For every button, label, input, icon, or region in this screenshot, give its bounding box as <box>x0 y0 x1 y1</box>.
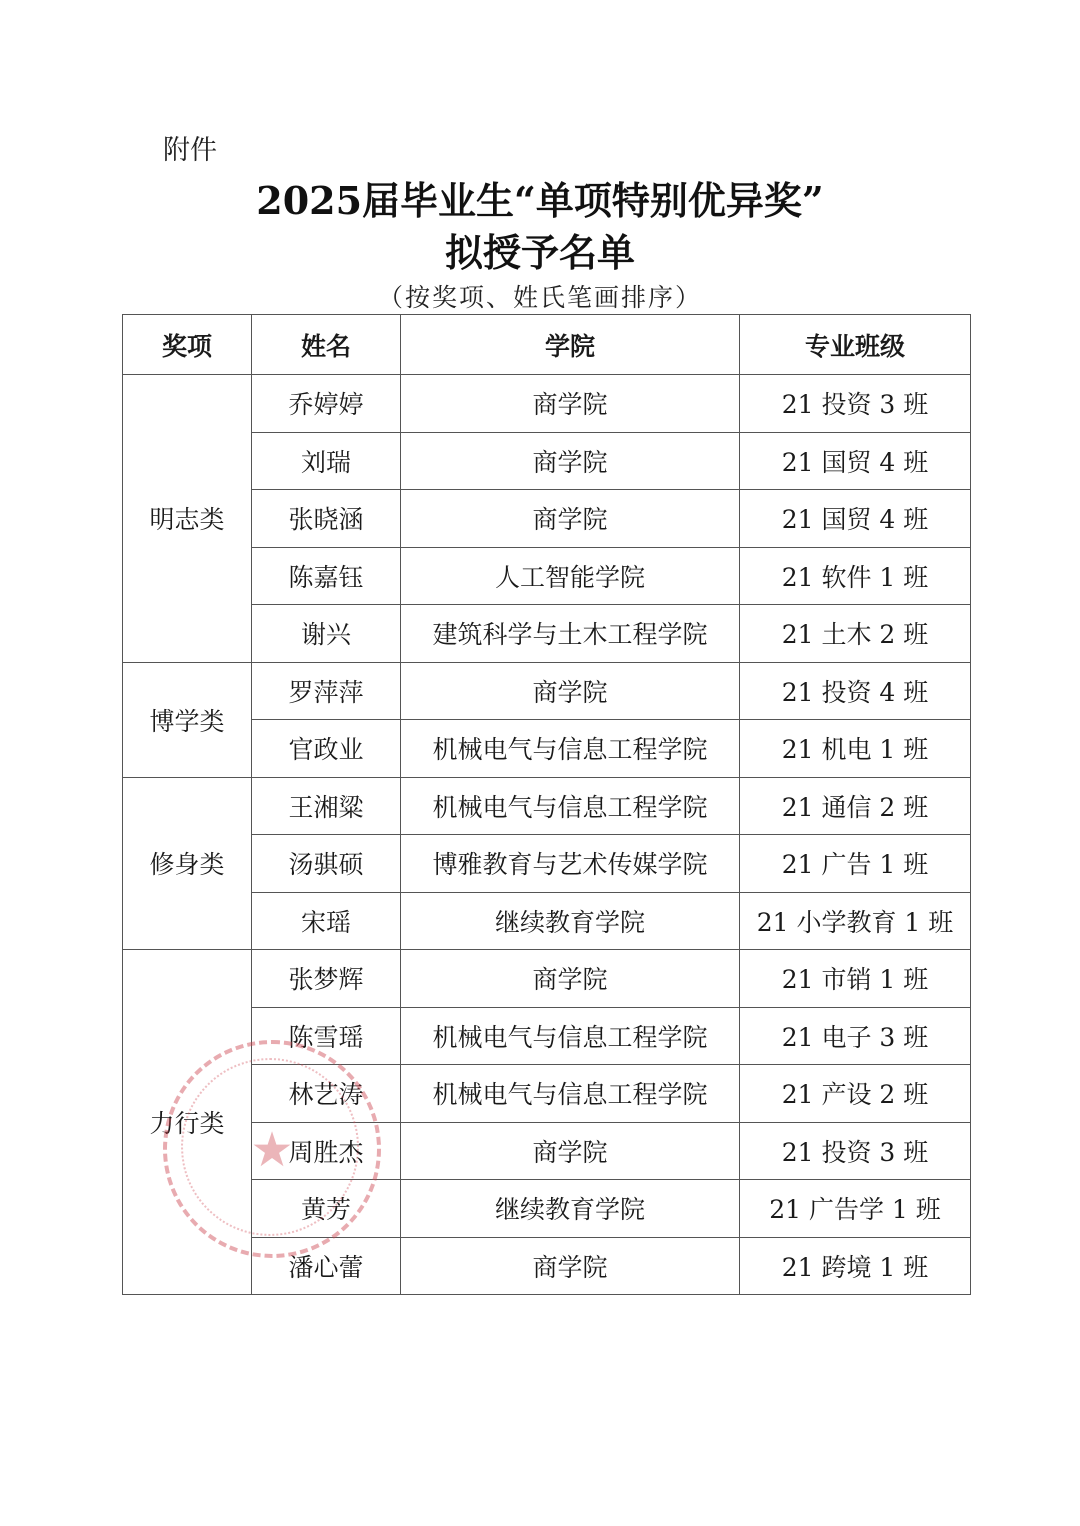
student-name-cell: 陈雪瑶 <box>252 1007 401 1065</box>
class-cell: 21 市销 1 班 <box>740 950 971 1008</box>
student-name-cell: 罗萍萍 <box>252 662 401 720</box>
class-cell: 21 投资 3 班 <box>740 375 971 433</box>
student-name-cell: 乔婷婷 <box>252 375 401 433</box>
document-title-line-1: 2025届毕业生“单项特别优异奖” <box>256 178 824 223</box>
award-category-cell: 明志类 <box>123 375 252 663</box>
class-cell: 21 软件 1 班 <box>740 547 971 605</box>
student-name-cell: 官政业 <box>252 720 401 778</box>
student-name-cell: 陈嘉钰 <box>252 547 401 605</box>
award-category-cell: 修身类 <box>123 777 252 950</box>
college-cell: 继续教育学院 <box>401 1180 740 1238</box>
college-cell: 商学院 <box>401 950 740 1008</box>
student-name-cell: 张梦辉 <box>252 950 401 1008</box>
student-name-cell: 王湘粱 <box>252 777 401 835</box>
table-header-row <box>123 315 971 375</box>
document-subtitle: （按奖项、姓氏笔画排序） <box>377 283 702 312</box>
college-cell: 继续教育学院 <box>401 892 740 950</box>
class-cell: 21 土木 2 班 <box>740 605 971 663</box>
header-name: 姓名 <box>252 315 401 375</box>
award-category-cell: 力行类 <box>123 950 252 1295</box>
table-row <box>123 777 971 835</box>
class-cell: 21 通信 2 班 <box>740 777 971 835</box>
college-cell: 商学院 <box>401 1122 740 1180</box>
header-award: 奖项 <box>123 315 252 375</box>
college-cell: 机械电气与信息工程学院 <box>401 720 740 778</box>
college-cell: 商学院 <box>401 490 740 548</box>
award-category-cell: 博学类 <box>123 662 252 777</box>
student-name-cell: 汤骐硕 <box>252 835 401 893</box>
table-row <box>123 375 971 433</box>
class-cell: 21 机电 1 班 <box>740 720 971 778</box>
class-cell: 21 投资 4 班 <box>740 662 971 720</box>
class-cell: 21 国贸 4 班 <box>740 432 971 490</box>
class-cell: 21 跨境 1 班 <box>740 1237 971 1295</box>
class-cell: 21 小学教育 1 班 <box>740 892 971 950</box>
college-cell: 商学院 <box>401 375 740 433</box>
student-name-cell: 黄芳 <box>252 1180 401 1238</box>
seal-star-icon: ★ <box>250 1122 294 1178</box>
document-title-line-2: 拟授予名单 <box>444 230 635 275</box>
class-cell: 21 广告 1 班 <box>740 835 971 893</box>
college-cell: 商学院 <box>401 432 740 490</box>
header-class: 专业班级 <box>740 315 971 375</box>
award-list-table <box>122 314 971 1295</box>
student-name-cell: 刘瑞 <box>252 432 401 490</box>
college-cell: 机械电气与信息工程学院 <box>401 777 740 835</box>
student-name-cell: 潘心蕾 <box>252 1237 401 1295</box>
college-cell: 博雅教育与艺术传媒学院 <box>401 835 740 893</box>
student-name-cell: 宋瑶 <box>252 892 401 950</box>
college-cell: 人工智能学院 <box>401 547 740 605</box>
student-name-cell: 周胜杰 <box>252 1122 401 1180</box>
class-cell: 21 投资 3 班 <box>740 1122 971 1180</box>
header-college: 学院 <box>401 315 740 375</box>
college-cell: 建筑科学与土木工程学院 <box>401 605 740 663</box>
class-cell: 21 产设 2 班 <box>740 1065 971 1123</box>
student-name-cell: 林艺涛 <box>252 1065 401 1123</box>
class-cell: 21 国贸 4 班 <box>740 490 971 548</box>
college-cell: 机械电气与信息工程学院 <box>401 1007 740 1065</box>
student-name-cell: 张晓涵 <box>252 490 401 548</box>
table-row <box>123 950 971 1008</box>
class-cell: 21 广告学 1 班 <box>740 1180 971 1238</box>
table-row <box>123 662 971 720</box>
student-name-cell: 谢兴 <box>252 605 401 663</box>
class-cell: 21 电子 3 班 <box>740 1007 971 1065</box>
college-cell: 商学院 <box>401 1237 740 1295</box>
college-cell: 机械电气与信息工程学院 <box>401 1065 740 1123</box>
attachment-label: 附件 <box>163 135 217 166</box>
college-cell: 商学院 <box>401 662 740 720</box>
